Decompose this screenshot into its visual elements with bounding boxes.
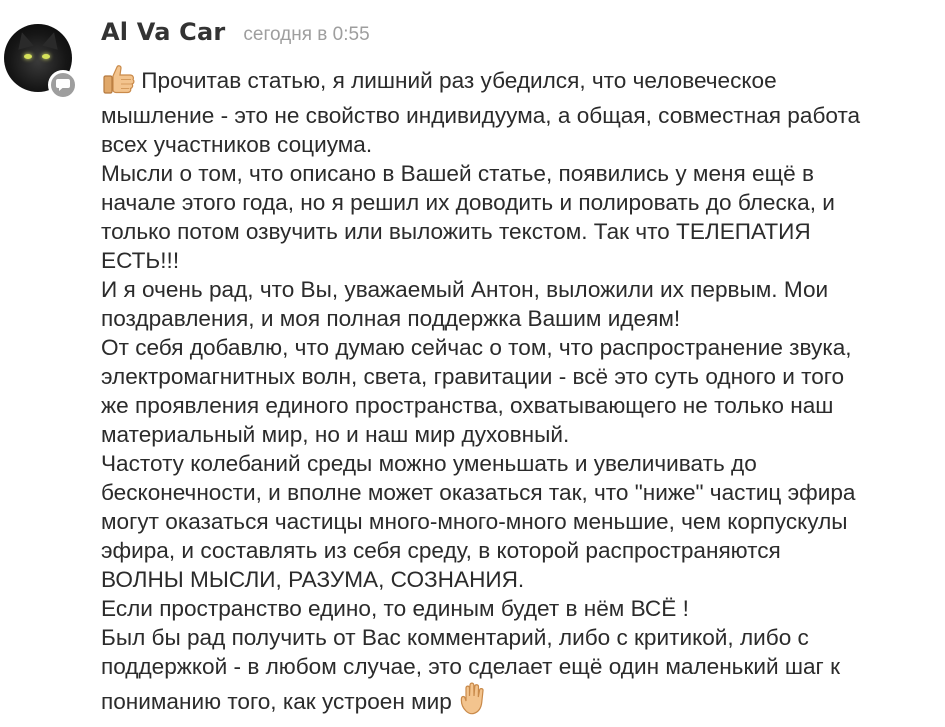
comment-line [101,681,945,722]
comment-line: Мысли о том, что описано в Вашей статье, появились у меня ещё в [101,161,815,186]
comment-line: Частоту колебаний среды можно уменьшать и увеличивать до [101,451,757,476]
comment-line: мышление - это не свойство индивидуума, а общая, совместная работа [101,103,861,128]
comment-header [101,18,370,46]
comment-line: поздравления, и моя полная поддержка Вашим идеям! [101,306,681,331]
comment-line [101,64,945,101]
comment-line: электромагнитных волн, света, гравитации - всё это суть одного и того [101,364,845,389]
message-bubble-icon[interactable] [48,70,78,100]
comment-line: всех участников социума. [101,132,373,157]
raised-hand-icon [458,681,488,722]
comment-line: Был бы рад получить от Вас комментарий, либо с критикой, либо с [101,625,809,650]
comment-line-text: Прочитав статью, я лишний раз убедился, что человеческое [141,68,777,93]
comment-line: И я очень рад, что Вы, уважаемый Антон, выложили их первым. Мои [101,277,829,302]
comment-line: От себя добавлю, что думаю сейчас о том, что распространение звука, [101,335,852,360]
comment-line: материальный мир, но и наш мир духовный. [101,422,570,447]
comment-line: Если пространство едино, то единым будет в нём ВСЁ ! [101,596,689,621]
author-avatar-container[interactable] [4,24,74,94]
comment-line: бесконечности, и вполне может оказаться так, что "ниже" частиц эфира [101,480,856,505]
comment-line: могут оказаться частицы много-много-много меньшие, чем корпускулы [101,509,848,534]
cat-eye-right [42,54,50,59]
author-name[interactable]: Al Va Car [101,18,226,46]
cat-eye-left [24,54,32,59]
comment-line-text: пониманию того, как устроен мир [101,689,452,714]
cat-ear-right [42,30,62,50]
comment-body [101,64,945,722]
comment-line: эфира, и составлять из себя среду, в которой распространяются [101,538,781,563]
thumbs-up-icon [101,64,135,101]
comment-timestamp[interactable]: сегодня в 0:55 [243,24,370,45]
comment-line: ВОЛНЫ МЫСЛИ, РАЗУМА, СОЗНАНИЯ. [101,567,525,592]
comment-line: поддержкой - в любом случае, это сделает ещё один маленький шаг к [101,654,840,679]
comment-line: начале этого года, но я решил их доводить и полировать до блеска, и [101,190,835,215]
cat-ear-left [14,30,34,50]
comment-line: только потом озвучить или выложить текстом. Так что ТЕЛЕПАТИЯ [101,219,811,244]
comment-line: ЕСТЬ!!! [101,248,180,273]
comment-line: же проявления единого пространства, охватывающего не только наш [101,393,834,418]
